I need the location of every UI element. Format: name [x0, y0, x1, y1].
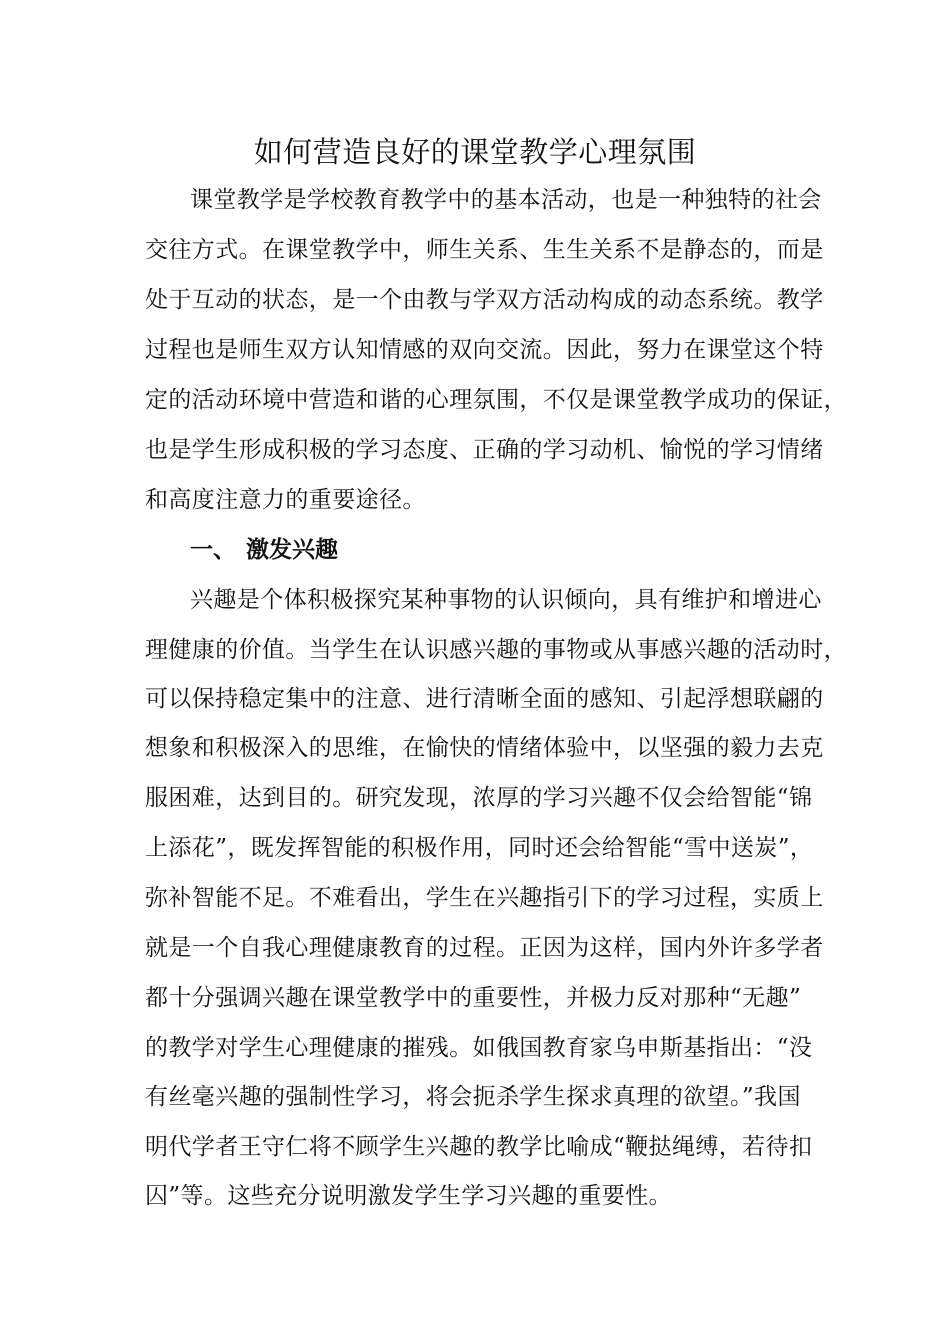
paragraph-line: 理健康的价值。当学生在认识感兴趣的事物或从事感兴趣的活动时， [145, 637, 847, 663]
paragraph-line: 明代学者王守仁将不顾学生兴趣的教学比喻成“鞭挞绳缚，若待扣 [145, 1134, 813, 1160]
section-title: 激发兴趣 [246, 536, 338, 563]
paragraph-line: 想象和积极深入的思维，在愉快的情绪体验中，以坚强的毅力去克 [145, 735, 824, 761]
paragraph-line: 交往方式。在课堂教学中，师生关系、生生关系不是静态的，而是 [145, 237, 824, 263]
section-number: 一、 [190, 536, 236, 563]
paragraph-line: 有丝毫兴趣的强制性学习，将会扼杀学生探求真理的欲望。”我国 [145, 1084, 801, 1110]
paragraph-line: 兴趣是个体积极探究某种事物的认识倾向，具有维护和增进心 [190, 587, 822, 613]
paragraph-line: 的教学对学生心理健康的摧残。如俄国教育家乌申斯基指出：“没 [145, 1035, 813, 1061]
paragraph-line: 就是一个自我心理健康教育的过程。正因为这样，国内外许多学者 [145, 935, 824, 961]
paragraph-line: 囚”等。这些充分说明激发学生学习兴趣的重要性。 [145, 1183, 672, 1209]
section-heading [190, 535, 338, 565]
paragraph-line: 课堂教学是学校教育教学中的基本活动，也是一种独特的社会 [190, 187, 822, 213]
paragraph-line: 可以保持稳定集中的注意、进行清晰全面的感知、引起浮想联翩的 [145, 686, 824, 712]
paragraph-line: 过程也是师生双方认知情感的双向交流。因此，努力在课堂这个特 [145, 337, 824, 363]
paragraph-line: 也是学生形成积极的学习态度、正确的学习动机、愉悦的学习情绪 [145, 437, 824, 463]
paragraph-line: 定的活动环境中营造和谐的心理氛围，不仅是课堂教学成功的保证， [145, 387, 847, 413]
paragraph-line: 上添花”，既发挥智能的积极作用，同时还会给智能“雪中送炭”， [145, 835, 814, 861]
document-title: 如何营造良好的课堂教学心理氛围 [253, 135, 697, 169]
paragraph-line: 和高度注意力的重要途径。 [145, 487, 426, 513]
paragraph-line: 弥补智能不足。不难看出，学生在兴趣指引下的学习过程，实质上 [145, 885, 824, 911]
paragraph-line: 服困难，达到目的。研究发现，浓厚的学习兴趣不仅会给智能“锦 [145, 785, 813, 811]
paragraph-line: 处于互动的状态，是一个由教与学双方活动构成的动态系统。教学 [145, 287, 824, 313]
paragraph-line: 都十分强调兴趣在课堂教学中的重要性，并极力反对那种“无趣” [145, 985, 802, 1011]
